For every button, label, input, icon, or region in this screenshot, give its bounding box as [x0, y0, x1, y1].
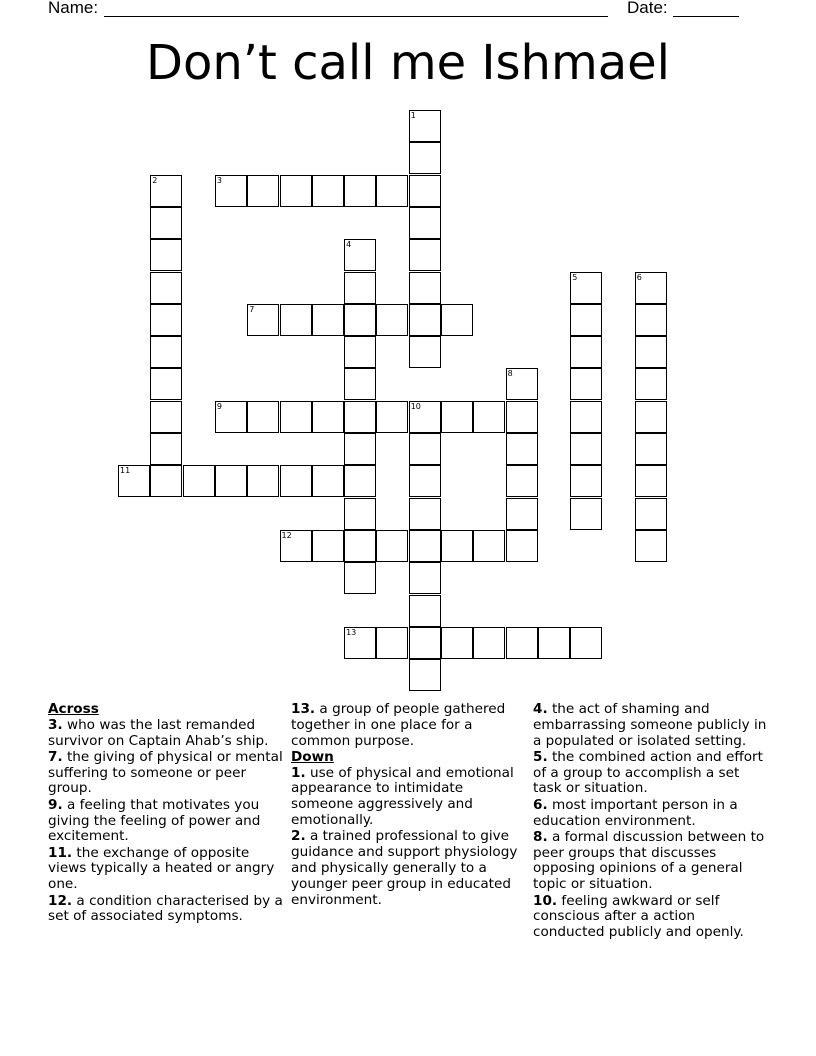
- grid-cell[interactable]: [570, 498, 602, 530]
- grid-cell[interactable]: [312, 401, 344, 433]
- grid-cell[interactable]: [280, 530, 312, 562]
- grid-cell[interactable]: [376, 530, 408, 562]
- grid-cell[interactable]: [247, 304, 279, 336]
- grid-cell[interactable]: [570, 368, 602, 400]
- grid-cell[interactable]: [247, 465, 279, 497]
- cell-number: 2: [152, 175, 158, 185]
- clues-column-3: [533, 702, 769, 941]
- cell-number: 3: [216, 175, 222, 185]
- grid-cell[interactable]: [409, 562, 441, 594]
- grid-cell[interactable]: [247, 175, 279, 207]
- grid-cell[interactable]: [344, 401, 376, 433]
- clue-across-12: 12. a condition characterised by a set of associated symptoms.: [48, 892, 283, 925]
- grid-cell[interactable]: [344, 304, 376, 336]
- cell-number: 13: [346, 627, 357, 637]
- grid-cell[interactable]: [441, 627, 473, 659]
- clues-column-1: [48, 702, 284, 926]
- grid-cell[interactable]: [344, 336, 376, 368]
- cell-number: 8: [507, 369, 513, 379]
- grid-cell[interactable]: [150, 433, 182, 465]
- grid-cell[interactable]: [376, 401, 408, 433]
- clue-down-4: 4. the act of shaming and embarrassing someone publicly in a populated or isolated setting.: [533, 701, 767, 749]
- grid-cell[interactable]: [635, 530, 667, 562]
- grid-cell[interactable]: [538, 627, 570, 659]
- cell-number: 11: [120, 466, 131, 476]
- grid-cell[interactable]: [506, 530, 538, 562]
- grid-cell[interactable]: [344, 368, 376, 400]
- grid-cell[interactable]: [312, 175, 344, 207]
- grid-cell[interactable]: [312, 530, 344, 562]
- grid-cell[interactable]: [409, 207, 441, 239]
- grid-cell[interactable]: [506, 401, 538, 433]
- grid-cell[interactable]: [312, 304, 344, 336]
- grid-cell[interactable]: [570, 401, 602, 433]
- clue-across-7: 7. the giving of physical or mental suffering to someone or peer group.: [48, 748, 283, 797]
- cell-number: 5: [572, 272, 578, 282]
- cell-number: 9: [216, 401, 222, 411]
- grid-cell[interactable]: [150, 368, 182, 400]
- grid-cell[interactable]: [150, 304, 182, 336]
- grid-cell[interactable]: [247, 401, 279, 433]
- grid-cell[interactable]: [409, 401, 441, 433]
- grid-cell[interactable]: [409, 433, 441, 465]
- grid-cell[interactable]: [635, 304, 667, 336]
- grid-cell[interactable]: [635, 498, 667, 530]
- down-heading: Down: [291, 748, 334, 765]
- grid-cell[interactable]: [183, 465, 215, 497]
- grid-cell[interactable]: [150, 401, 182, 433]
- grid-cell[interactable]: [635, 368, 667, 400]
- name-label: Name:: [48, 0, 99, 17]
- grid-cell[interactable]: [409, 627, 441, 659]
- clue-across-13: 13. a group of people gathered together in one place for a common purpose.: [291, 701, 506, 749]
- grid-cell[interactable]: [150, 175, 182, 207]
- grid-cell[interactable]: [409, 272, 441, 304]
- grid-cell[interactable]: [570, 433, 602, 465]
- grid-cell[interactable]: [570, 465, 602, 497]
- grid-cell[interactable]: [409, 659, 441, 691]
- grid-cell[interactable]: [150, 239, 182, 271]
- grid-cell[interactable]: [441, 530, 473, 562]
- clue-across-9: 9. a feeling that motivates you giving the feeling of power and excitement.: [48, 796, 261, 845]
- grid-cell[interactable]: [376, 304, 408, 336]
- grid-cell[interactable]: [118, 465, 150, 497]
- clue-down-5: 5. the combined action and effort of a group to accomplish a set task or situation.: [533, 748, 763, 797]
- grid-cell[interactable]: [280, 304, 312, 336]
- grid-cell[interactable]: [473, 530, 505, 562]
- grid-cell[interactable]: [409, 336, 441, 368]
- grid-cell[interactable]: [344, 465, 376, 497]
- clue-down-1: 1. use of physical and emotional appearance to intimidate someone aggressively and emotionally.: [291, 764, 514, 829]
- grid-cell[interactable]: [409, 304, 441, 336]
- grid-cell[interactable]: [506, 627, 538, 659]
- grid-cell[interactable]: [409, 530, 441, 562]
- grid-cell[interactable]: [409, 498, 441, 530]
- grid-cell[interactable]: [344, 498, 376, 530]
- grid-cell[interactable]: [570, 272, 602, 304]
- grid-cell[interactable]: [215, 175, 247, 207]
- grid-cell[interactable]: [635, 336, 667, 368]
- clue-down-10: 10. feeling awkward or self conscious after a action conducted publicly and openly.: [533, 892, 744, 941]
- grid-cell[interactable]: [506, 465, 538, 497]
- grid-cell[interactable]: [570, 304, 602, 336]
- grid-cell[interactable]: [473, 627, 505, 659]
- grid-cell[interactable]: [344, 530, 376, 562]
- clue-across-3: 3. who was the last remanded survivor on Captain Ahab’s ship.: [48, 716, 269, 749]
- grid-cell[interactable]: [409, 175, 441, 207]
- grid-cell[interactable]: [312, 465, 344, 497]
- puzzle-title: Don’t call me Ishmael: [146, 35, 670, 91]
- grid-cell[interactable]: [344, 272, 376, 304]
- cell-number: 7: [249, 304, 255, 314]
- grid-cell[interactable]: [344, 627, 376, 659]
- grid-cell[interactable]: [409, 142, 441, 174]
- cell-number: 4: [346, 240, 352, 250]
- grid-cell[interactable]: [280, 465, 312, 497]
- grid-cell[interactable]: [441, 304, 473, 336]
- cell-number: 6: [636, 272, 642, 282]
- grid-cell[interactable]: [409, 465, 441, 497]
- clue-down-2: 2. a trained professional to give guidance and support physiology and physically generally to a younger peer group in educated environment.: [291, 828, 518, 908]
- clues-column-2: [291, 702, 527, 909]
- grid-cell[interactable]: [215, 465, 247, 497]
- grid-cell[interactable]: [635, 272, 667, 304]
- grid-cell[interactable]: [506, 433, 538, 465]
- grid-cell[interactable]: [344, 433, 376, 465]
- grid-cell[interactable]: [635, 401, 667, 433]
- grid-cell[interactable]: [570, 336, 602, 368]
- grid-cell[interactable]: [280, 175, 312, 207]
- grid-cell[interactable]: [409, 595, 441, 627]
- grid-cell[interactable]: [635, 433, 667, 465]
- grid-cell[interactable]: [409, 239, 441, 271]
- grid-cell[interactable]: [506, 498, 538, 530]
- grid-cell[interactable]: [150, 272, 182, 304]
- cell-number: 12: [281, 530, 292, 540]
- grid-cell[interactable]: [376, 627, 408, 659]
- cell-number: 10: [410, 401, 421, 411]
- grid-cell[interactable]: [280, 401, 312, 433]
- grid-cell[interactable]: [635, 465, 667, 497]
- clue-down-6: 6. most important person in a education environment.: [533, 796, 738, 829]
- across-heading: Across: [48, 701, 99, 717]
- grid-cell[interactable]: [441, 401, 473, 433]
- grid-cell[interactable]: [215, 401, 247, 433]
- date-label: Date:: [627, 0, 668, 17]
- grid-cell[interactable]: [473, 401, 505, 433]
- grid-cell[interactable]: [150, 336, 182, 368]
- grid-cell[interactable]: [150, 207, 182, 239]
- grid-cell[interactable]: [409, 110, 441, 142]
- grid-cell[interactable]: [344, 239, 376, 271]
- grid-cell[interactable]: [344, 562, 376, 594]
- grid-cell[interactable]: [570, 627, 602, 659]
- grid-cell[interactable]: [150, 465, 182, 497]
- grid-cell[interactable]: [506, 368, 538, 400]
- clue-down-8: 8. a formal discussion between to peer groups that discusses opposing opinions of a general topic or situation.: [533, 828, 765, 893]
- grid-cell[interactable]: [344, 175, 376, 207]
- clue-across-11: 11. the exchange of opposite views typically a heated or angry one.: [48, 844, 275, 893]
- cell-number: 1: [410, 111, 416, 120]
- grid-cell[interactable]: [376, 175, 408, 207]
